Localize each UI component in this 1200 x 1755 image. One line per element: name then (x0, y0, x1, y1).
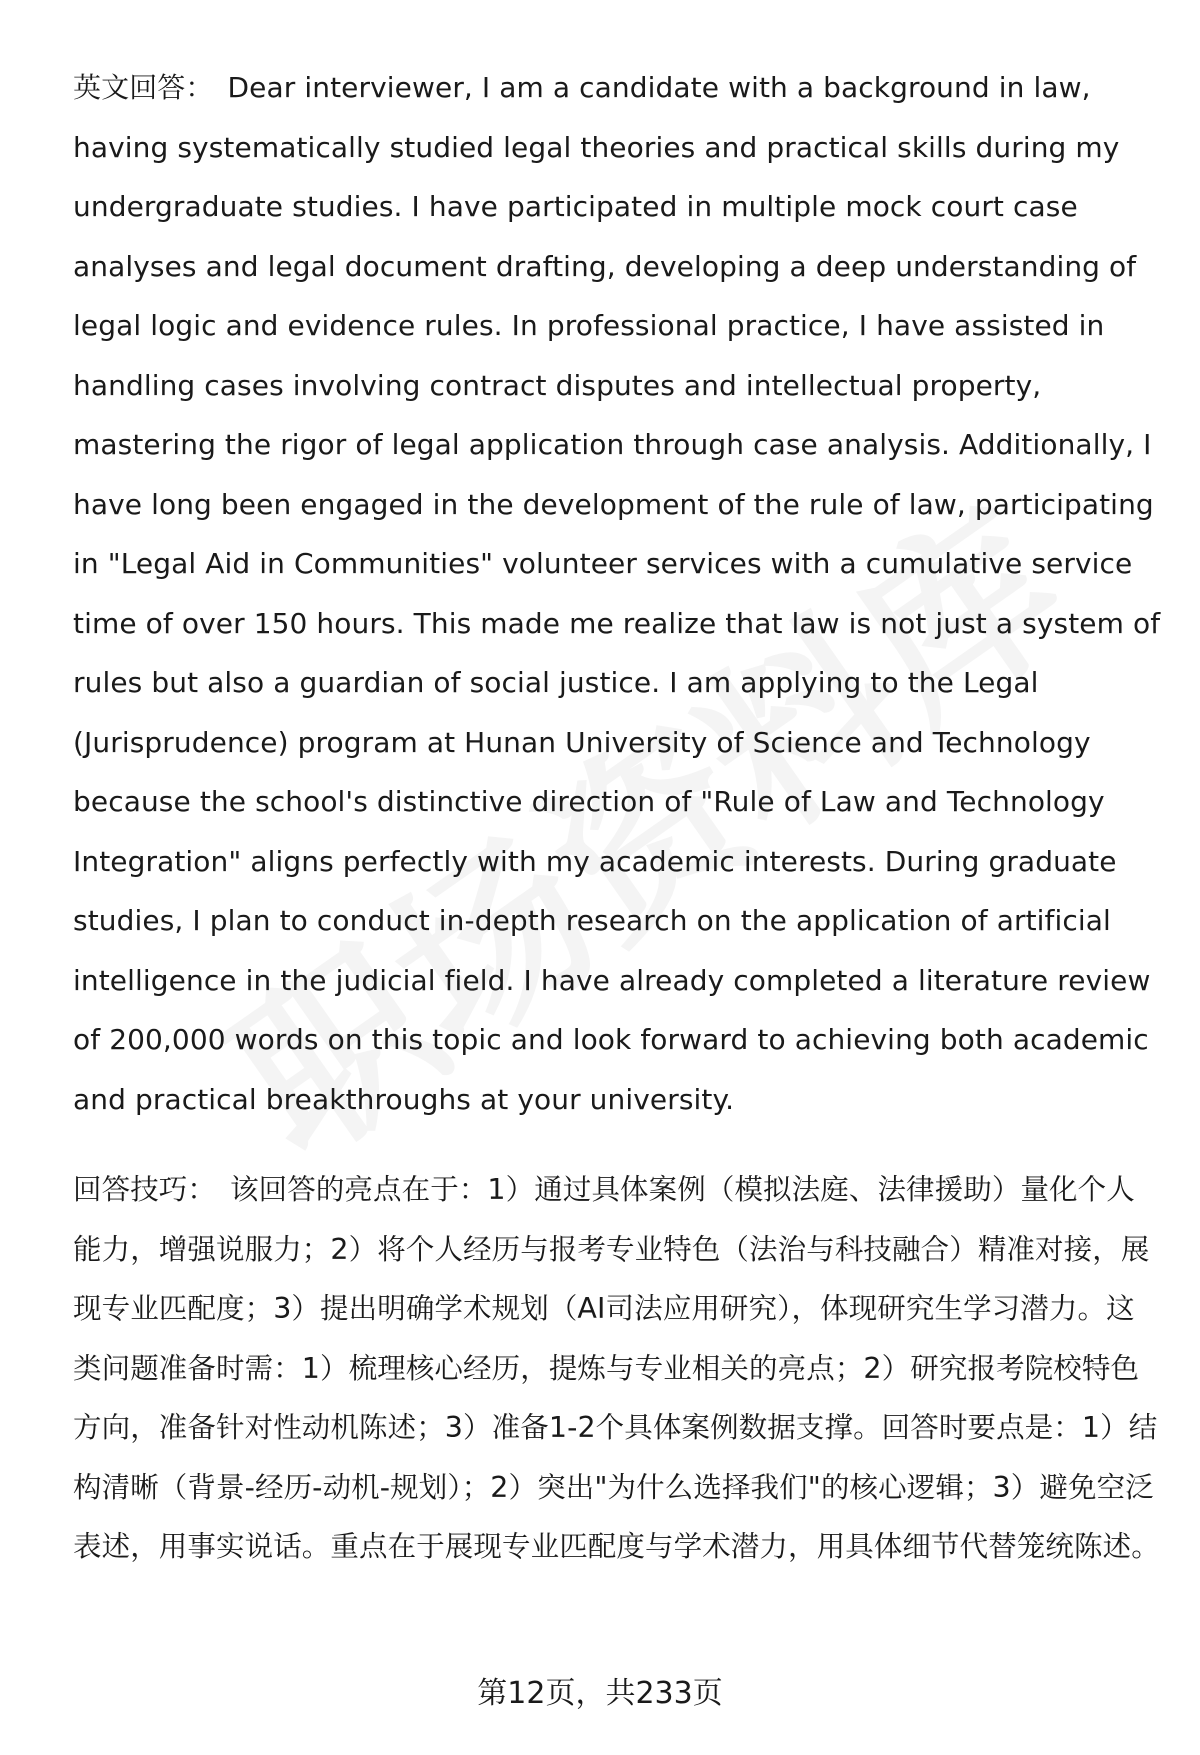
answer-tips-text: 该回答的亮点在于：1）通过具体案例（模拟法庭、法律援助）量化个人能力，增强说服力；2）将个人经历与报考专业特色（法治与科技融合）精准对接，展现专业匹配度；3）提出明确学术规划（AI司法应用研究），体现研究生学习潜力。这类问题准备时需：1）梳理核心经历，提炼与专业相关的亮点；2）研究报考院校特色方向，准备针对性动机陈述；3）准备1-2个具体案例数据支撑。回答时要点是：1）结构清晰（背景-经历-动机-规划）；2）突出"为什么选择我们"的核心逻辑；3）避免空泛表述，用事实说话。重点在于展现专业匹配度与学术潜力，用具体细节代替笼统陈述。 (73, 1173, 1160, 1563)
answer-tips-label: 回答技巧： (73, 1173, 217, 1206)
answer-tips-section (73, 1160, 1163, 1640)
english-answer-text: Dear interviewer, I am a candidate with a background in law, having systematically studied legal theories and practical skills during my undergraduate studies. I have participated in multiple mock court case analyses and legal document drafting, developing a deep understanding of legal logic and evidence rules. In professional practice, I have assisted in handling cases involving contract disputes and intellectual property, mastering the rigor of legal application through case analysis. Additionally, I have long been engaged in the development of the rule of law, participating in "Legal Aid in Communities" volunteer services with a cumulative service time of over 150 hours. This made me realize that law is not just a system of rules but also a guardian of social justice. I am applying to the Legal (Jurisprudence) program at Hunan University of Science and Technology because the school's distinctive direction of "Rule of Law and Technology Integration" aligns perfectly with my academic interests. During graduate studies, I plan to conduct in-depth research on the application of artificial intelligence in the judicial field. I have already completed a literature review of 200,000 words on this topic and look forward to achieving both academic and practical breakthroughs at your university. (73, 71, 1161, 1116)
page-number: 第12页，共233页 (477, 1676, 723, 1711)
english-answer-label: 英文回答： (73, 71, 214, 104)
english-answer-section (73, 58, 1163, 1130)
